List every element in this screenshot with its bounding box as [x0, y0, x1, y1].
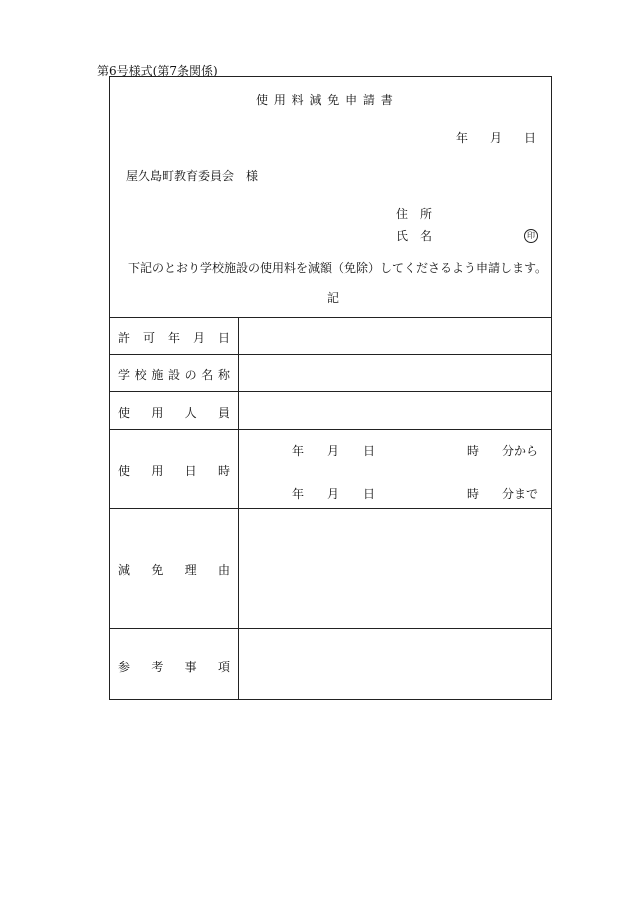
form-title: 使 用 料 減 免 申 請 書 — [256, 93, 394, 107]
form-number-label: 第6号様式(第7条関係) — [97, 64, 218, 78]
seal-icon: 印 — [524, 227, 538, 243]
datetime-from-year: 年 — [292, 444, 305, 458]
reason-field[interactable] — [239, 509, 551, 628]
label-permit-date: 許 可 年 月 日 — [118, 331, 230, 345]
addressee: 屋久島町教育委員会 様 — [126, 169, 259, 183]
request-statement: 下記のとおり学校施設の使用料を減額（免除）してくださるよう申請します。 — [128, 261, 548, 275]
datetime-to-hour: 時 — [467, 487, 480, 501]
applicant-name-label: 氏 名 — [396, 229, 433, 243]
permit-date-field[interactable] — [239, 318, 551, 354]
datetime-from-day: 日 — [363, 444, 376, 458]
users-field[interactable] — [239, 392, 551, 429]
notes-field[interactable] — [239, 629, 551, 699]
datetime-to-day: 日 — [363, 487, 376, 501]
application-form-frame — [109, 76, 552, 700]
label-facility-name: 学 校 施 設 の 名 称 — [118, 368, 230, 382]
datetime-from-minute: 分から — [502, 444, 539, 458]
label-users: 使 用 人 員 — [118, 406, 230, 420]
label-notes: 参 考 事 項 — [118, 660, 230, 674]
datetime-from-hour: 時 — [467, 444, 480, 458]
ki-heading: 記 — [327, 291, 340, 305]
address-label: 住 所 — [396, 207, 433, 221]
datetime-from-month: 月 — [327, 444, 340, 458]
datetime-to-month: 月 — [327, 487, 340, 501]
datetime-to-minute: 分まで — [502, 487, 539, 501]
label-reason: 減 免 理 由 — [118, 563, 230, 577]
facility-name-field[interactable] — [239, 355, 551, 391]
label-datetime: 使 用 日 時 — [118, 464, 230, 478]
application-date: 年 月 日 — [456, 131, 537, 145]
datetime-to-year: 年 — [292, 487, 305, 501]
